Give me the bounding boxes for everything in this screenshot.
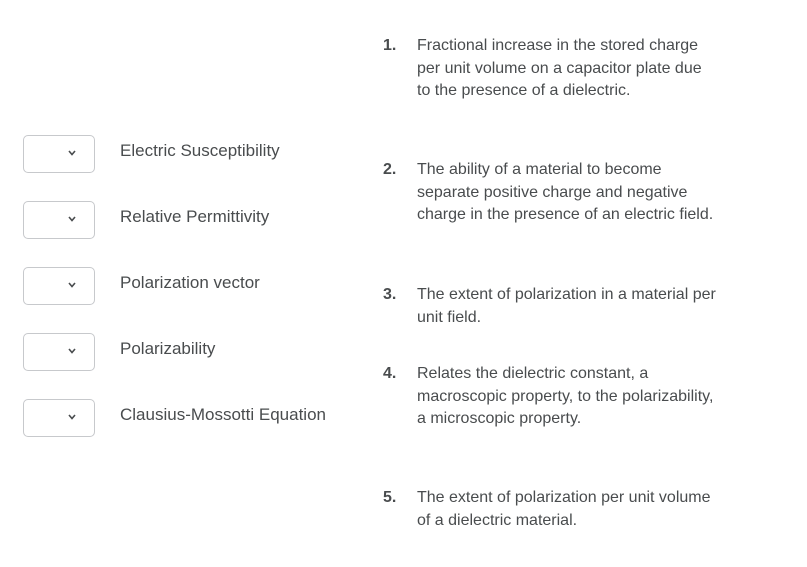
definition-text: Fractional increase in the stored charge per unit volume on a capacitor plate due to the presence of a dielectric. xyxy=(417,37,702,99)
term-label: Relative Permittivity xyxy=(120,207,270,226)
match-select[interactable] xyxy=(23,267,95,305)
definition-text: The extent of polarization in a material per unit field. xyxy=(417,286,716,326)
match-select[interactable] xyxy=(23,399,95,437)
term-label: Clausius-Mossotti Equation xyxy=(120,405,326,424)
match-select[interactable] xyxy=(23,135,95,173)
match-row xyxy=(23,135,368,175)
match-row xyxy=(23,333,368,373)
definition-number: 5. xyxy=(383,489,397,506)
definition-text: Relates the dielectric constant, a macroscopic property, to the polarizability, a microscopic property. xyxy=(417,365,714,427)
match-select[interactable] xyxy=(23,201,95,239)
match-row xyxy=(23,399,368,439)
term-label: Polarization vector xyxy=(120,273,260,292)
term-label: Electric Susceptibility xyxy=(120,141,280,160)
definition-number: 4. xyxy=(383,365,397,382)
match-row xyxy=(23,267,368,307)
chevron-down-icon xyxy=(68,150,76,156)
definition-text: The extent of polarization per unit volume of a dielectric material. xyxy=(417,489,711,529)
match-row xyxy=(23,201,368,241)
chevron-down-icon xyxy=(68,216,76,222)
definition-number: 1. xyxy=(383,37,397,54)
chevron-down-icon xyxy=(68,414,76,420)
chevron-down-icon xyxy=(68,348,76,354)
definition-number: 2. xyxy=(383,161,397,178)
term-label: Polarizability xyxy=(120,339,216,358)
definition-text: The ability of a material to become separate positive charge and negative charge in the presence of an electric field. xyxy=(417,161,714,223)
match-select[interactable] xyxy=(23,333,95,371)
chevron-down-icon xyxy=(68,282,76,288)
definition-number: 3. xyxy=(383,286,397,303)
